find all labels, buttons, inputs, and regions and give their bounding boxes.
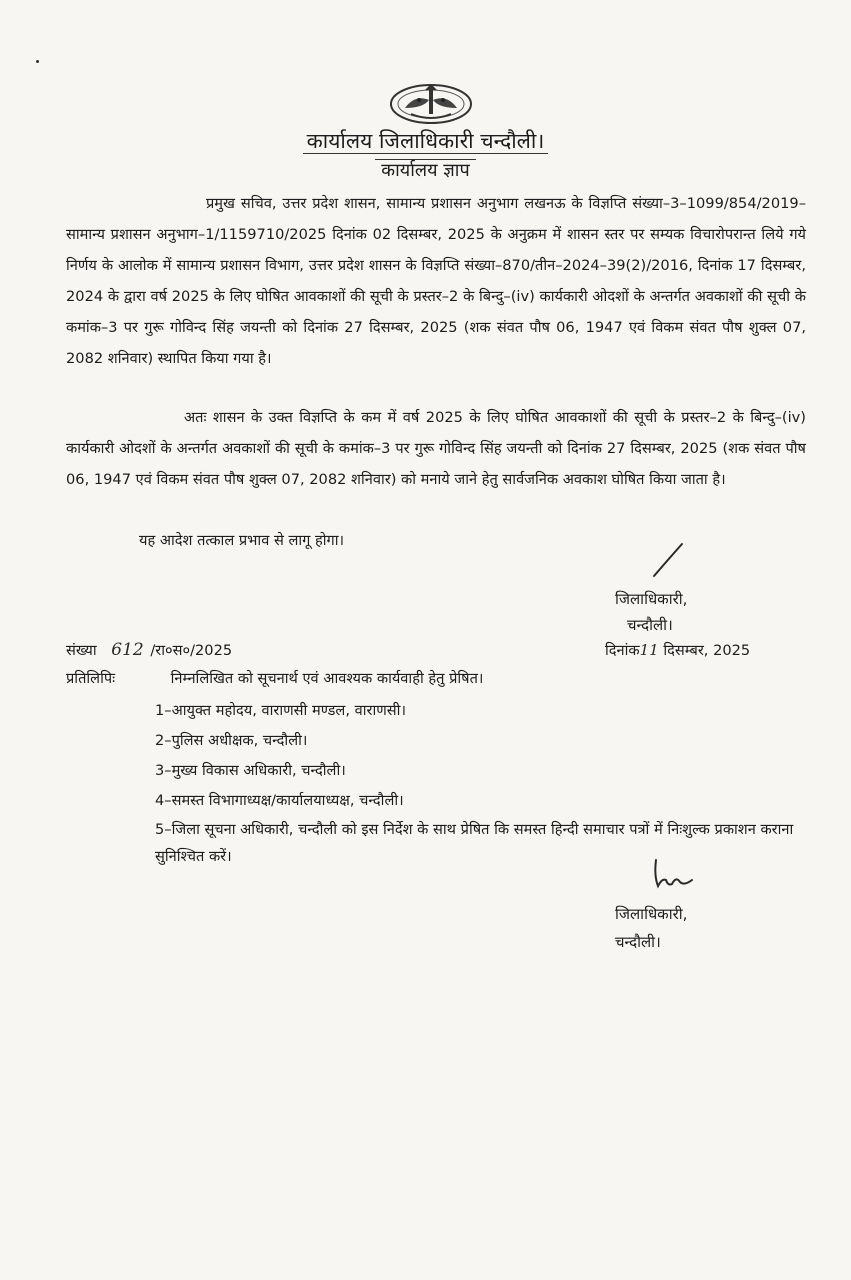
- reference-number: [66, 637, 232, 664]
- list-item: 5–जिला सूचना अधिकारी, चन्दौली को इस निर्देश के साथ प्रेषित कि समस्त हिन्दी समाचार पत्रों में निःशुल्क प्रकाशन कराना सुनिश्चित करें।: [155, 821, 794, 865]
- date-handwritten-day: 11: [639, 641, 659, 659]
- signature-block-1: [615, 586, 687, 638]
- paragraph-2: अतः शासन के उक्त विज्ञप्ति के कम में वर्ष 2025 के लिए घोषित आवकाशों की सूची के प्रस्तर–2 के बिन्दु–(iv) कार्यकारी ओदशों के अन्तर्गत अवकाशों की सूची के कमांक–3 पर गुरू गोविन्द सिंह जयन्ती को दिनांक 27 दिसम्बर, 2025 (शक संवत पौष 06, 1947 एवं विकम संवत पौष शुक्ल 07, 2082 शनिवार) को मनाये जाने हेतु सार्वजनिक अवकाश घोषित किया जाता है।: [66, 409, 806, 488]
- list-item: 2–पुलिस अधीक्षक, चन्दौली।: [155, 732, 308, 749]
- handwritten-initial: [650, 856, 698, 892]
- signature-stroke: [648, 540, 688, 580]
- order-line: यह आदेश तत्काल प्रभाव से लागू होगा।: [139, 532, 345, 549]
- signatory-title: जिलाधिकारी,: [615, 905, 688, 923]
- memo-title-text: कार्यालय ज्ञाप: [375, 159, 475, 181]
- copy-recipient-list: [155, 696, 795, 870]
- copy-to: [66, 666, 483, 692]
- memo-title: [0, 158, 851, 184]
- date-suffix: दिसम्बर, 2025: [658, 642, 751, 659]
- copy-intro: निम्नलिखित को सूचनार्थ एवं आवश्यक कार्यवाही हेतु प्रेषित।: [170, 670, 484, 687]
- reference-handwritten-number: 612: [111, 640, 144, 660]
- copy-label: प्रतिलिपिः: [66, 670, 116, 687]
- list-item: 4–समस्त विभागाध्यक्ष/कार्यालयाध्यक्ष, चन्दौली।: [155, 792, 404, 809]
- date-label: दिनांक: [605, 642, 640, 659]
- reference-suffix: /रा०स०/2025: [150, 642, 233, 659]
- office-title-text: कार्यालय जिलाधिकारी चन्दौली।: [303, 129, 549, 154]
- signature-block-2: [615, 900, 687, 956]
- list-item: 3–मुख्य विकास अधिकारी, चन्दौली।: [155, 762, 346, 779]
- speck: [36, 60, 39, 63]
- reference-date: [605, 637, 750, 664]
- signatory-place: चन्दौली।: [627, 616, 673, 634]
- office-title: [0, 126, 851, 156]
- reference-label: संख्या: [66, 642, 97, 659]
- signatory-title: जिलाधिकारी,: [615, 590, 688, 608]
- paragraph-1: प्रमुख सचिव, उत्तर प्रदेश शासन, सामान्य प्रशासन अनुभाग लखनऊ के विज्ञप्ति संख्या–3–1099/854/2019–सामान्य प्रशासन अनुभाग–1/1159710/2025 दिनांक 02 दिसम्बर, 2025 के अनुक्रम में शासन स्तर पर सम्यक विचारोपरान्त लिये गये निर्णय के आलोक में सामान्य प्रशासन विभाग, उत्तर प्रदेश शासन के विज्ञप्ति संख्या–870/तीन–2024–39(2)/2016, दिनांक 17 दिसम्बर, 2024 के द्वारा वर्ष 2025 के लिए घोषित आवकाशों की सूची के प्रस्तर–2 के बिन्दु–(iv) कार्यकारी ओदशों के अन्तर्गत अवकाशों की सूची के कमांक–3 पर गुरू गोविन्द सिंह जयन्ती को दिनांक 27 दिसम्बर, 2025 (शक संवत पौष 06, 1947 एवं विकम संवत पौष शुक्ल 07, 2082 शनिवार) स्थापित किया गया है।: [66, 195, 806, 367]
- state-emblem-icon: [385, 78, 477, 126]
- signatory-place: चन्दौली।: [615, 933, 661, 951]
- list-item: 1–आयुक्त महोदय, वाराणसी मण्डल, वाराणसी।: [155, 702, 406, 719]
